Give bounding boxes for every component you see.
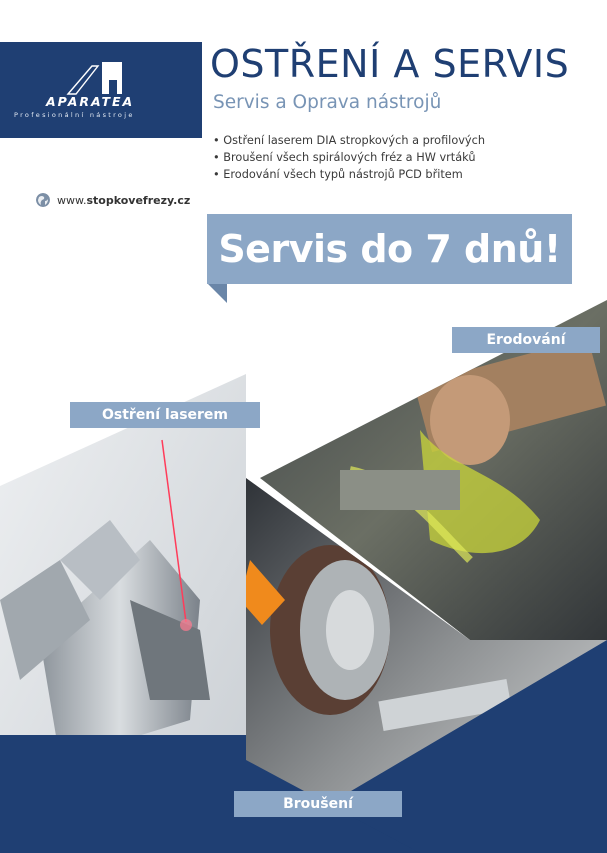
service-item: • Ostření laserem DIA stropkových a profilových — [213, 132, 485, 149]
service-item: • Broušení všech spirálových fréz a HW vrtáků — [213, 149, 485, 166]
website-domain: stopkovefrezy.cz — [86, 194, 191, 207]
page-subtitle: Servis a Oprava nástrojů — [213, 92, 442, 113]
website-prefix: www. — [57, 194, 87, 207]
section-label-grinding: Broušení — [234, 791, 402, 817]
brand-name: APARATEA — [46, 94, 135, 109]
service-item: • Erodování všech typů nástrojů PCD břitem — [213, 166, 485, 183]
page-title: OSTŘENÍ A SERVIS — [210, 42, 570, 86]
brand-tagline: Profesionální nástroje — [14, 111, 135, 119]
section-label-erosion: Erodování — [452, 327, 600, 353]
promo-text: Servis do 7 dnů! — [218, 227, 561, 271]
section-label-laser: Ostření laserem — [70, 402, 260, 428]
